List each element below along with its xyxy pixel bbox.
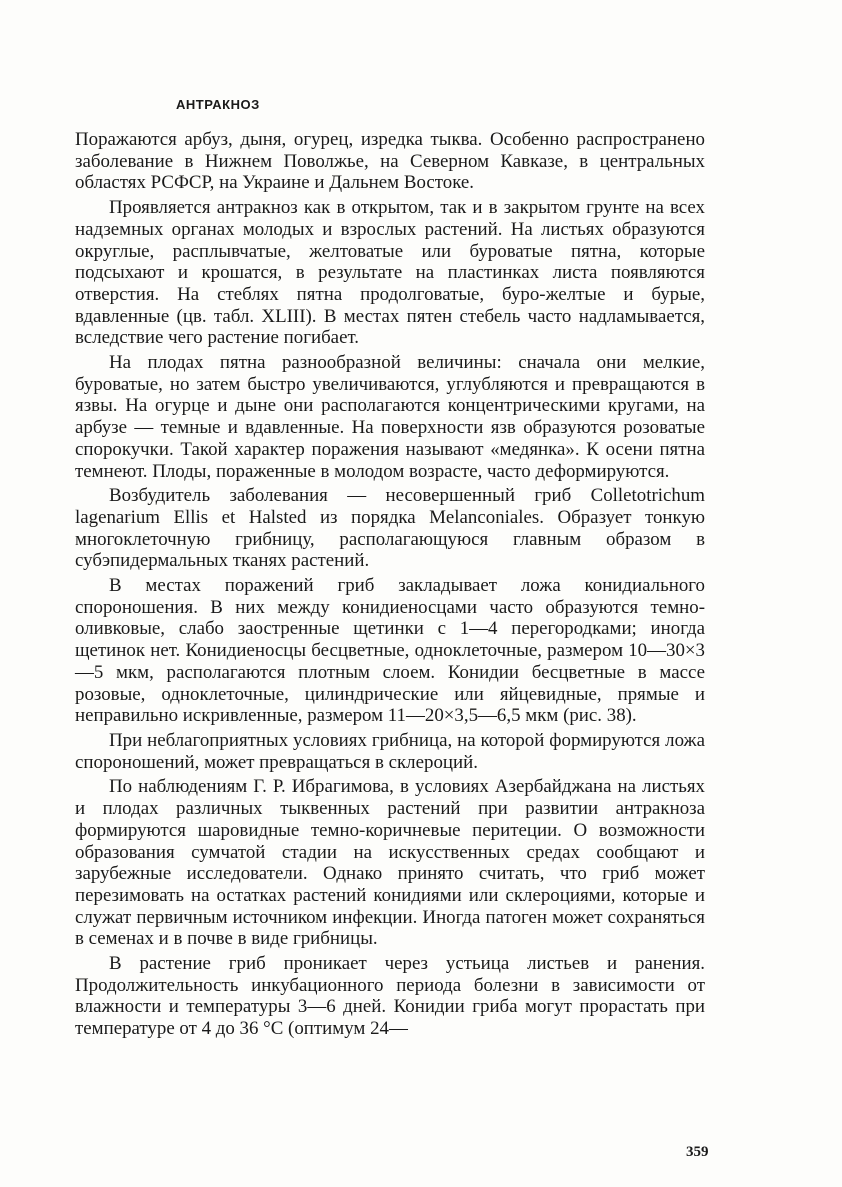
- page-number: 359: [686, 1144, 709, 1160]
- body-text: [75, 129, 705, 1043]
- paragraph: На плодах пятна разнообразной величины: сначала они мелкие, буроватые, но затем быстро увеличиваются, углубляются и превращаются в язвы. На огурце и дыне они располагаются концентрическими кругами, на арбузе — темные и вдавленные. На поверхности язв образуются розоватые спорокучки. Такой характер поражения называют «медянка». К осени пятна темнеют. Плоды, пораженные в молодом возрасте, часто деформируются.: [75, 352, 705, 482]
- paragraph: В местах поражений гриб закладывает ложа конидиального спороношения. В них между конидиеносцами часто образуются темно-оливковые, слабо заостренные щетинки с 1—4 перегородками; иногда щетинок нет. Конидиеносцы бесцветные, одноклеточные, размером 10—30×3—5 мкм, располагаются плотным слоем. Конидии бесцветные в массе розовые, одноклеточные, цилиндрические или яйцевидные, прямые и неправильно искривленные, размером 11—20×3,5—6,5 мкм (рис. 38).: [75, 575, 705, 727]
- paragraph: При неблагоприятных условиях грибница, на которой формируются ложа спороношений, может превращаться в склероций.: [75, 729, 705, 773]
- paragraph: Возбудитель заболевания — несовершенный гриб Colletotrichum lagenarium Ellis et Halsted из порядка Melanconiales. Образует тонкую многоклеточную грибницу, располагающуюся главным образом в субэпидермальных тканях растений.: [75, 485, 705, 572]
- paragraph: В растение гриб проникает через устьица листьев и ранения. Продолжительность инкубационного периода болезни в зависимости от влажности и температуры 3—6 дней. Конидии гриба могут прорастать при температуре от 4 до 36 °С (оптимум 24—: [75, 953, 705, 1040]
- section-heading: АНТРАКНОЗ: [176, 97, 260, 112]
- paragraph: Поражаются арбуз, дыня, огурец, изредка тыква. Особенно распространено заболевание в Нижнем Поволжье, на Северном Кавказе, в центральных областях РСФСР, на Украине и Дальнем Востоке.: [75, 129, 705, 194]
- paragraph: Проявляется антракноз как в открытом, так и в закрытом грунте на всех надземных органах молодых и взрослых растений. На листьях образуются округлые, расплывчатые, желтоватые или буроватые пятна, которые подсыхают и крошатся, в результате на пластинках листа появляются отверстия. На стеблях пятна продолговатые, буро-желтые и бурые, вдавленные (цв. табл. XLIII). В местах пятен стебель часто надламывается, вследствие чего растение погибает.: [75, 197, 705, 349]
- paragraph: По наблюдениям Г. Р. Ибрагимова, в условиях Азербайджана на листьях и плодах различных тыквенных растений при развитии антракноза формируются шаровидные темно-коричневые перитеции. О возможности образования сумчатой стадии на искусственных средах сообщают и зарубежные исследователи. Однако принято считать, что гриб может перезимовать на остатках растений конидиями или склероциями, которые и служат первичным источником инфекции. Иногда патоген может сохраняться в семенах и в почве в виде грибницы.: [75, 776, 705, 950]
